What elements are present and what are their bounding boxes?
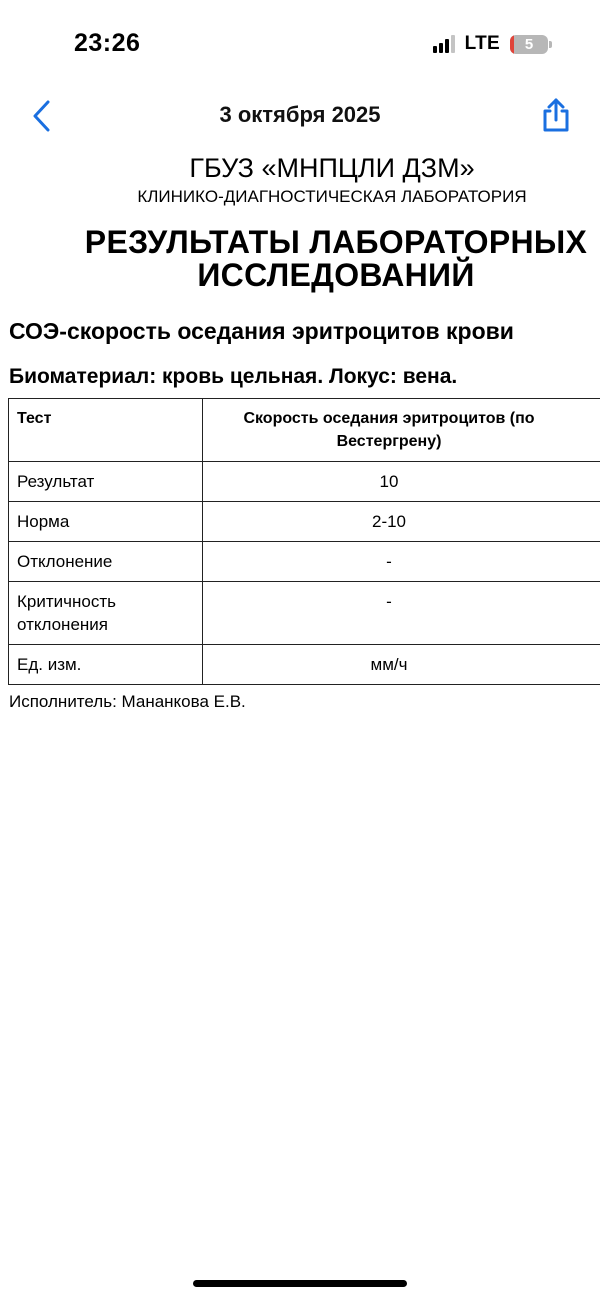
table-row [9, 462, 600, 502]
document-view[interactable] [0, 150, 600, 712]
table-row [9, 582, 600, 645]
table-header-test: Тест [9, 399, 203, 462]
table-header-test-name: Скорость оседания эритроцитов (по Вестергрену) [203, 399, 600, 462]
row-label-deviation: Отклонение [9, 542, 203, 582]
row-label-criticality: Критичность отклонения [9, 582, 203, 645]
document-title-line1: РЕЗУЛЬТАТЫ ЛАБОРАТОРНЫХ [84, 224, 588, 260]
status-time: 23:26 [74, 29, 141, 57]
battery-icon [510, 35, 552, 54]
status-bar [0, 0, 600, 80]
share-button[interactable] [540, 96, 572, 134]
home-indicator[interactable] [193, 1280, 407, 1287]
row-value-unit: мм/ч [203, 645, 600, 685]
network-type: LTE [464, 33, 500, 54]
row-value-criticality: - [203, 582, 600, 645]
navigation-bar [0, 88, 600, 144]
document-title-line2: ИССЛЕДОВАНИЙ [197, 257, 475, 293]
table-row [9, 542, 600, 582]
table-row [9, 502, 600, 542]
signal-strength-icon [433, 35, 455, 53]
table-header-row [9, 399, 600, 462]
page-title: 3 октября 2025 [219, 102, 381, 127]
document-title [0, 226, 600, 292]
table-row [9, 645, 600, 685]
biomaterial-info: Биоматериал: кровь цельная. Локус: вена. [9, 365, 458, 388]
executor: Исполнитель: Мананкова Е.В. [9, 692, 246, 711]
row-value-norm: 2-10 [203, 502, 600, 542]
share-icon [540, 96, 572, 134]
battery-level: 5 [524, 35, 534, 53]
row-label-norm: Норма [9, 502, 203, 542]
row-label-result: Результат [9, 462, 203, 502]
row-value-deviation: - [203, 542, 600, 582]
row-label-unit: Ед. изм. [9, 645, 203, 685]
results-table [8, 398, 600, 685]
organization-subtitle: КЛИНИКО-ДИАГНОСТИЧЕСКАЯ ЛАБОРАТОРИЯ [137, 187, 527, 206]
organization-name: ГБУЗ «МНПЦЛИ ДЗМ» [189, 153, 475, 183]
status-indicators [433, 33, 552, 55]
test-title: СОЭ-скорость оседания эритроцитов крови [9, 318, 514, 344]
row-value-result: 10 [203, 462, 600, 502]
